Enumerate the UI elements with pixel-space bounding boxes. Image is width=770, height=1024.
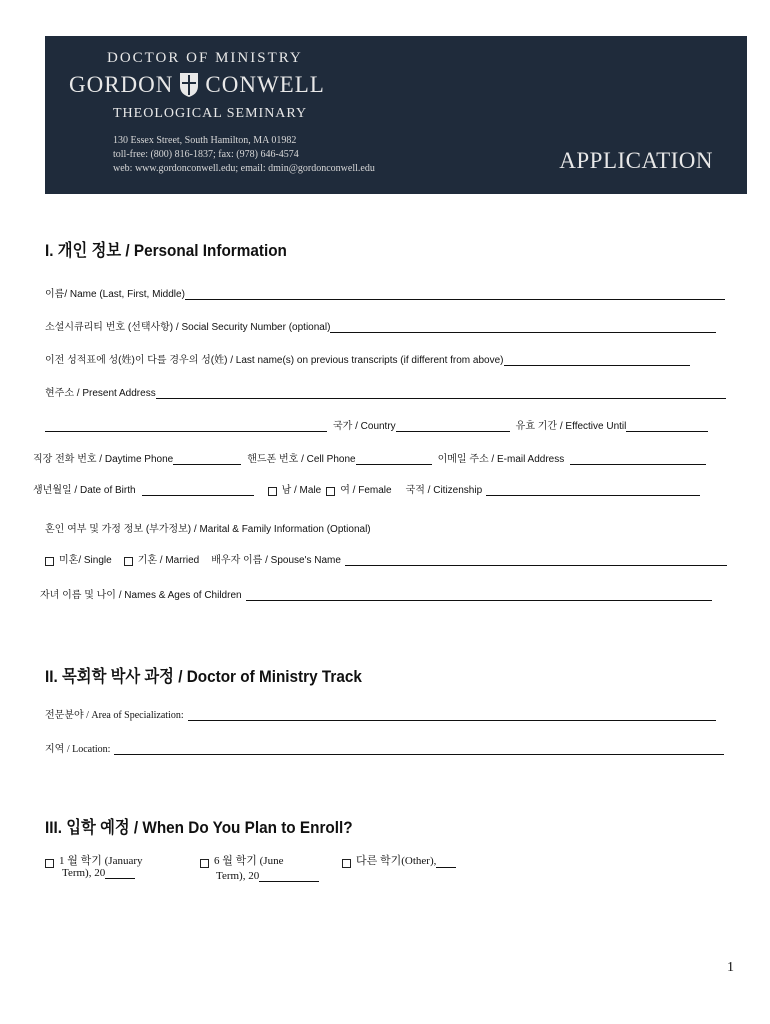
citizenship-label: 국적 / Citizenship — [405, 485, 483, 496]
june-option — [200, 852, 283, 868]
january-term-label: Term), 20 — [62, 867, 106, 879]
ssn-field[interactable] — [330, 321, 716, 333]
dob-field[interactable] — [142, 484, 254, 496]
dob-label: 생년월일 / Date of Birth — [33, 485, 136, 496]
january-label: 1 월 학기 (January — [59, 855, 143, 867]
children-row — [40, 586, 712, 601]
effective-until-label: 유효 기간 / Effective Until — [515, 421, 627, 432]
other-label: 다른 학기(Other), — [356, 855, 437, 867]
june-year-field[interactable] — [259, 870, 319, 882]
other-field[interactable] — [436, 856, 456, 868]
ssn-label: 소셜시큐리티 번호 (선택사항) / Social Security Number (optional) — [45, 322, 331, 333]
january-option — [45, 852, 143, 868]
program-title: DOCTOR OF MINISTRY — [107, 50, 303, 66]
email-label: 이메일 주소 / E-mail Address — [437, 454, 565, 465]
address-field[interactable] — [156, 387, 726, 399]
daytime-phone-label: 직장 전화 번호 / Daytime Phone — [33, 454, 174, 465]
previous-name-field[interactable] — [504, 354, 690, 366]
location-field[interactable] — [114, 743, 724, 755]
daytime-phone-field[interactable] — [173, 453, 241, 465]
citizenship-field[interactable] — [486, 484, 700, 496]
previous-name-label: 이전 성적표에 성(姓)이 다를 경우의 성(姓) / Last name(s) on previous transcripts (if different from above) — [45, 355, 504, 366]
married-checkbox[interactable] — [124, 557, 133, 566]
email-field[interactable] — [570, 453, 706, 465]
spouse-name-field[interactable] — [345, 554, 727, 566]
female-checkbox[interactable] — [326, 487, 335, 496]
marital-status-row — [45, 551, 727, 566]
january-year-row — [62, 867, 135, 879]
phone-row — [33, 450, 706, 465]
single-checkbox[interactable] — [45, 557, 54, 566]
seminary-subtitle: THEOLOGICAL SEMINARY — [113, 106, 308, 121]
contact-address: 130 Essex Street, South Hamilton, MA 01982 — [113, 135, 297, 146]
june-label: 6 월 학기 (June — [214, 855, 284, 867]
section-personal-info-heading: I. 개인 정보 / Personal Information — [45, 241, 287, 260]
institution-name — [69, 72, 325, 98]
address-line2-row — [45, 417, 708, 432]
specialization-row — [45, 706, 716, 721]
january-year-field[interactable] — [105, 867, 135, 879]
marital-row — [45, 520, 371, 535]
address-row — [45, 384, 726, 399]
section-dmin-track-heading: II. 목회학 박사 과정 / Doctor of Ministry Track — [45, 667, 362, 686]
contact-web: web: www.gordonconwell.edu; email: dmin@gordonconwell.edu — [113, 163, 375, 174]
ssn-row — [45, 318, 716, 333]
institution-name-left: GORDON — [69, 72, 174, 97]
spouse-name-label: 배우자 이름 / Spouse's Name — [211, 555, 341, 566]
specialization-label: 전문분야 / Area of Specialization: — [45, 710, 184, 721]
section-enroll-heading: III. 입학 예정 / When Do You Plan to Enroll? — [45, 818, 353, 837]
cell-phone-field[interactable] — [356, 453, 432, 465]
page-number: 1 — [727, 960, 734, 975]
other-option — [342, 852, 456, 868]
location-row — [45, 740, 724, 755]
name-label: 이름/ Name (Last, First, Middle) — [45, 289, 185, 300]
application-title: APPLICATION — [559, 148, 713, 173]
effective-until-field[interactable] — [626, 420, 708, 432]
male-label: 남 / Male — [281, 485, 322, 496]
location-label: 지역 / Location: — [45, 744, 111, 755]
children-label: 자녀 이름 및 나이 / Names & Ages of Children — [40, 590, 242, 601]
june-year-row — [216, 870, 319, 882]
address-label: 현주소 / Present Address — [45, 388, 156, 399]
contact-info — [113, 134, 375, 176]
institution-name-right: CONWELL — [205, 72, 325, 97]
male-checkbox[interactable] — [268, 487, 277, 496]
single-label: 미혼/ Single — [59, 555, 112, 566]
june-checkbox[interactable] — [200, 859, 209, 868]
january-checkbox[interactable] — [45, 859, 54, 868]
header-banner — [45, 36, 747, 194]
contact-phone: toll-free: (800) 816-1837; fax: (978) 646-4574 — [113, 149, 299, 160]
seminary-crest-icon — [179, 72, 199, 98]
female-label: 여 / Female — [340, 485, 392, 496]
marital-label: 혼인 여부 및 가정 정보 (부가정보) / Marital & Family Information (Optional) — [45, 524, 371, 535]
june-term-label: Term), 20 — [216, 870, 260, 882]
name-field[interactable] — [185, 288, 725, 300]
name-row — [45, 285, 725, 300]
birth-row — [33, 481, 700, 496]
children-field[interactable] — [246, 589, 712, 601]
country-field[interactable] — [396, 420, 510, 432]
country-label: 국가 / Country — [333, 421, 396, 432]
other-checkbox[interactable] — [342, 859, 351, 868]
married-label: 기혼 / Married — [137, 555, 200, 566]
cell-phone-label: 핸드폰 번호 / Cell Phone — [247, 454, 356, 465]
specialization-field[interactable] — [188, 709, 716, 721]
previous-name-row — [45, 351, 690, 366]
address-line2-field[interactable] — [45, 420, 327, 432]
